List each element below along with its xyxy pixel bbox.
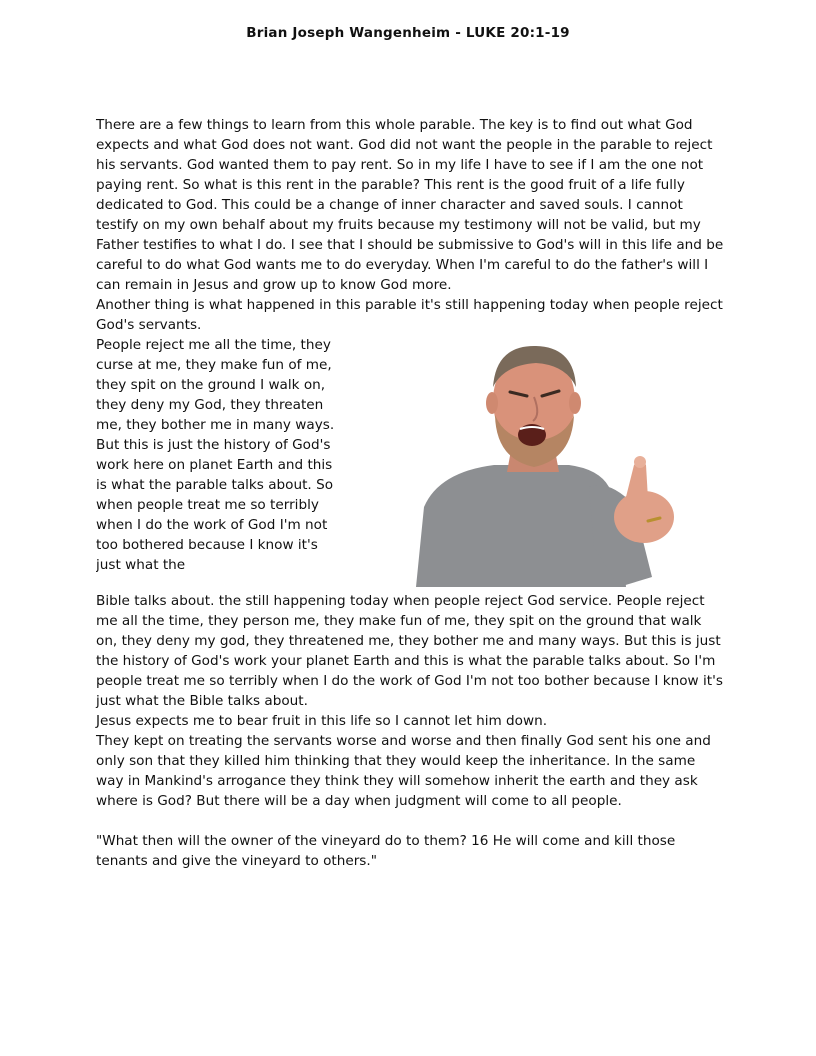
paragraph-5: They kept on treating the servants worse and worse and then finally God sent his one and only son that they killed him thinking that they would keep the inheritance. In the same way in Mankind's arrogance they think they will somehow inherit the earth and they ask where is God? But there will be a day when judgment will come to all people. — [96, 733, 711, 809]
paragraph-gap — [96, 811, 724, 831]
paragraph-2: Another thing is what happened in this parable it's still happening today when people reject God's servants. — [96, 297, 723, 333]
paragraph-3-continued: Bible talks about. the still happening today when people reject God service. People reject me all the time, they person me, they make fun of me, they spit on the ground that walk on, they deny my god, they threatened me, they bother me and many ways. But this is just the history of God's work your planet Earth and this is what the parable talks about. So I'm people treat me so terribly when I do the work of God I'm not too bother because I know it's just what the Bible talks about. — [96, 593, 723, 709]
wrapped-paragraph: People reject me all the time, they curse at me, they make fun of me, they spit on the ground I walk on, they deny my God, they threaten me, they bother me in many ways. But this is just the history of God's work here on planet Earth and this is what the parable talks about. So when people treat me so terribly when I do the work of God I'm not too bothered because I know it's just what the — [96, 337, 335, 573]
scripture-quote: "What then will the owner of the vineyard do to them? 16 He will come and kill those tenants and give the vineyard to others." — [96, 833, 676, 869]
angry-man-photo — [394, 337, 694, 587]
paragraph-4: Jesus expects me to bear fruit in this life so I cannot let him down. — [96, 713, 548, 729]
document-body — [96, 115, 724, 871]
angry-man-pointing-icon — [394, 337, 694, 587]
document-header: Brian Joseph Wangenheim - LUKE 20:1-19 — [246, 25, 570, 41]
paragraph-1: There are a few things to learn from this whole parable. The key is to find out what God expects and what God does not want. God did not want the people in the parable to reject his servants. God wanted them to pay rent. So in my life I have to see if I am the one not paying rent. So what is this rent in the parable? This rent is the good fruit of a life fully dedicated to God. This could be a change of inner character and saved souls. I cannot testify on my own behalf about my fruits because my testimony will not be valid, but my Father testifies to what I do. I see that I should be submissive to God's will in this life and be careful to do what God wants me to do everyday. When I'm careful to do the father's will I can remain in Jesus and grow up to know God more. — [96, 117, 724, 293]
text-with-figure — [96, 335, 724, 591]
